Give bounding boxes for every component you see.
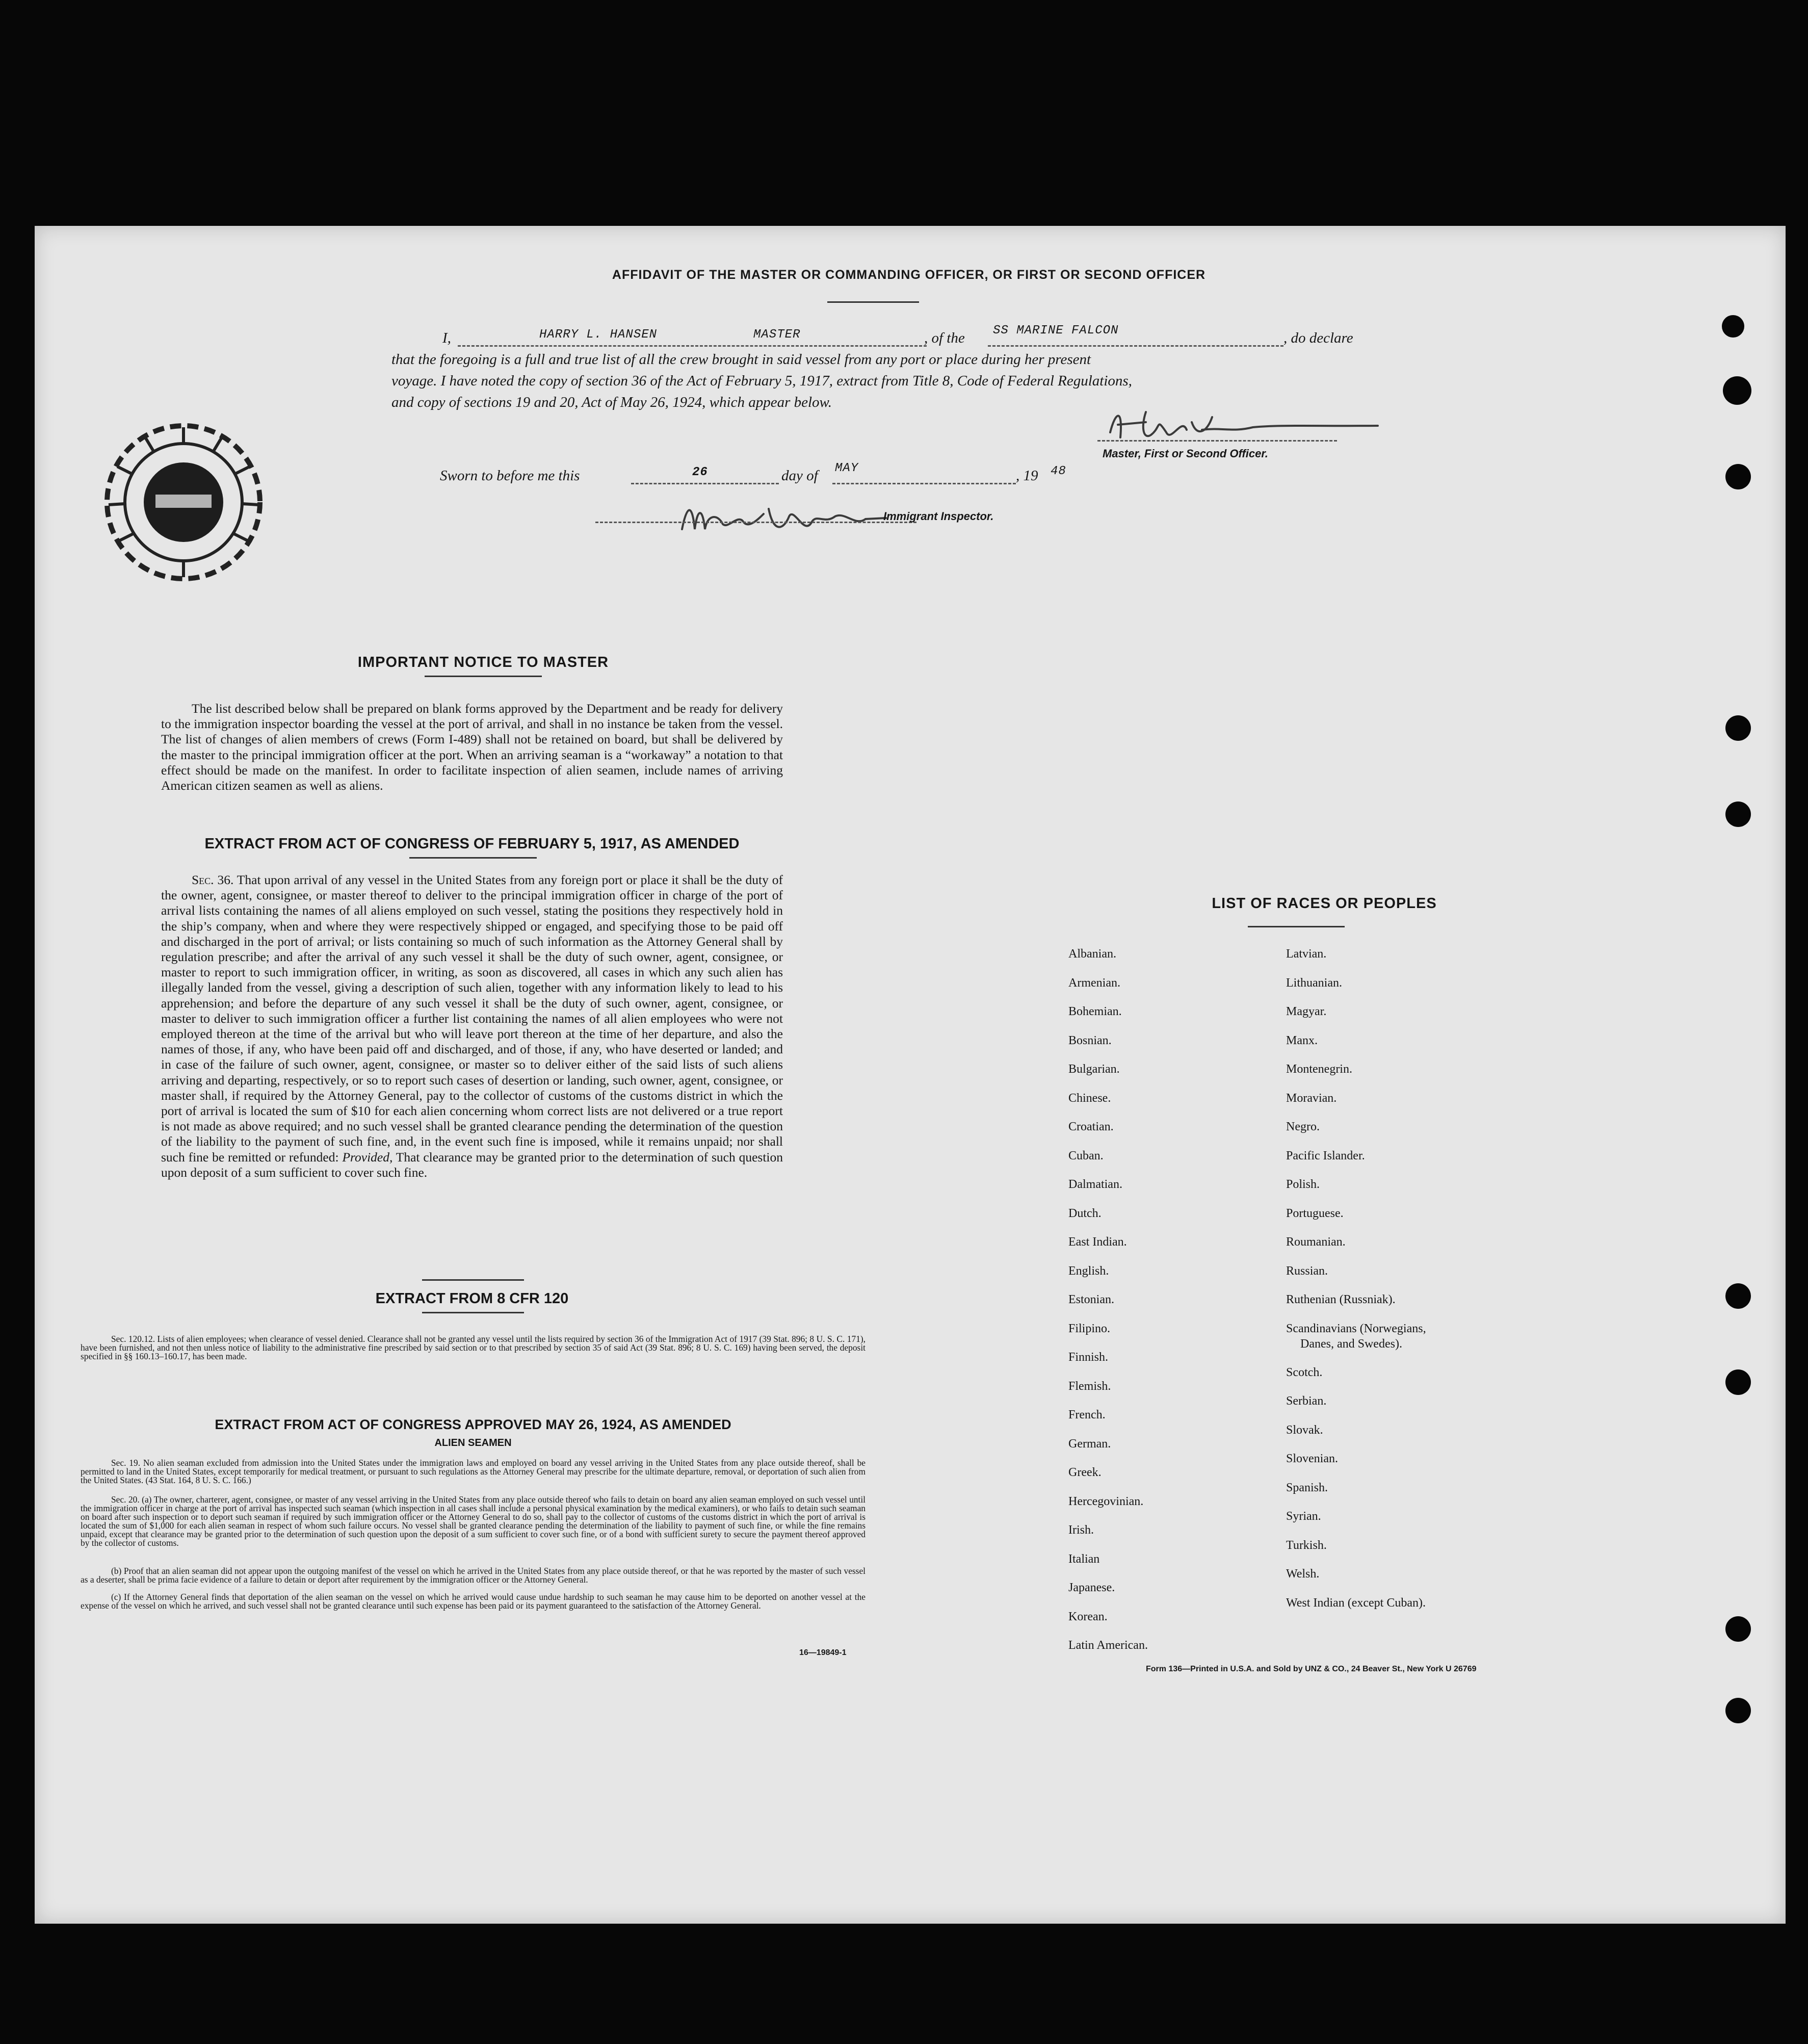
- sec-36-text: That upon arrival of any vessel in the United States from any foreign port or place it shall be the duty of the owner, agent, consignee, or master thereof to deliver to the principal immigration officer in charge of the port of arrival lists containing the names of all aliens employed on such vessel, stating the positions they respectively hold in the ship’s company, when and where they were respectively shipped or engaged, and specifying those to be paid off and discharged in the port of arrival; or lists containing so much of such information as the Attorney General shall by regulation prescribe; and after the arrival of any such vessel it shall be the duty of such owner, agent, consignee, or master to report to such immigration officer, in writing, as soon as discovered, all cases in which any such alien has illegally landed from the vessel, giving a description of such alien, together with any information likely to lead to his apprehension; and before the departure of any such vessel it shall be the duty of such owner, agent, consignee, or master to deliver to such immigration officer a further list containing the names of all alien employees who were not employed thereon at the time of the arrival but who will leave port thereon at the time of her departure, and also the names of those, if any, who have been paid off and discharged, and of those, if any, who have deserted or landed; and in case of the failure of such owner, agent, consignee, or master so to deliver either of the said lists of such aliens arriving and departing, respectively, or so to report such cases of desertion or landing, such owner, agent, consignee, or master shall, if required by the Attorney General, pay to the collector of customs of the customs district in which the port of arrival is located the sum of $10 for each alien concerning whom correct lists are not delivered or a true report is not made as above required; and no such vessel shall be granted clearance pending the determination of the question of the liability to the payment of such fine, and, in the event such fine is imposed, while it remains unpaid; nor shall such fine be remitted or refunded:: [161, 872, 783, 1165]
- race-item: Japanese.: [1068, 1581, 1115, 1594]
- inspector-title: Immigrant Inspector.: [883, 510, 994, 523]
- races-title-rule: [1248, 926, 1345, 927]
- binder-hole: [1725, 1369, 1751, 1395]
- binder-hole: [1723, 376, 1751, 405]
- race-item: West Indian (except Cuban).: [1286, 1596, 1426, 1610]
- binder-hole: [1725, 464, 1751, 489]
- notice-body: The list described below shall be prepared on blank forms approved by the Department and be ready for delivery to the immigration inspector boarding the vessel at the port of arrival, and shall in no instance be taken from the vessel. The list of changes of alien members of crews (Form I-489) shall not be retained on board, but shall be delivered by the master to the principal immigration officer at the port. When an arriving seaman is a “workaway” a notation to that effect should be made on the manifest. In order to facilitate inspection of alien seamen, include names of arriving American citizen seamen as well as aliens.: [161, 701, 783, 793]
- sworn-line: [440, 461, 1103, 486]
- race-item: Finnish.: [1068, 1351, 1109, 1364]
- sec-20c-text: (c) If the Attorney General finds that deportation of the alien seaman on the vessel on which he arrived would cause undue hardship to such seaman he may cause him to be deported on another vessel at the expense of the vessel on which he arrived, and such vessel shall not be granted clearance until such expense has been paid or its payment guaranteed to the satisfaction of the Attorney General.: [81, 1592, 866, 1611]
- race-item: Dalmatian.: [1068, 1178, 1122, 1191]
- sworn-label: Sworn to before me this: [440, 468, 580, 484]
- race-item: Filipino.: [1068, 1322, 1111, 1335]
- sec-36-label: Sec. 36.: [192, 872, 234, 887]
- binder-hole: [1725, 715, 1751, 741]
- race-item: Scandinavians (Norwegians,: [1286, 1322, 1426, 1335]
- race-item: Negro.: [1286, 1120, 1320, 1133]
- master-signature-title: Master, First or Second Officer.: [1103, 447, 1268, 460]
- race-item: Latin American.: [1068, 1639, 1148, 1652]
- races-left-column: [1068, 940, 1148, 1660]
- race-item: Turkish.: [1286, 1538, 1327, 1552]
- race-item: Moravian.: [1286, 1091, 1337, 1105]
- affidavit-line3: voyage. I have noted the copy of section 36 of the Act of February 5, 1917, extract from Title 8, Code of Federal Regulations,: [391, 373, 1132, 389]
- race-item: Syrian.: [1286, 1510, 1321, 1523]
- race-item: Estonian.: [1068, 1293, 1114, 1306]
- form-printer-line: Form 136—Printed in U.S.A. and Sold by UNZ & CO., 24 Beaver St., New York U 26769: [1146, 1665, 1477, 1673]
- cfr-body: Sec. 120.12. Lists of alien employees; when clearance of vessel denied. Clearance shall not be granted any vessel until the lists required by section 36 of the Immigration Act of 1917 (39 Stat. 896; 8 U. S. C. 171), have been furnished, and not then unless notice of liability to the administrative fine prescribed by said section or to that prescribed by section 35 of said Act (39 Stat. 896; 8 U. S. C. 169) having been served, the deposit specified in §§ 160.13–160.17, has been made.: [81, 1334, 866, 1361]
- title-rule: [827, 301, 919, 303]
- cfr-rule: [422, 1312, 524, 1313]
- extract-1917-body: [161, 872, 783, 1180]
- race-item: Latvian.: [1286, 947, 1327, 961]
- race-item: Magyar.: [1286, 1005, 1327, 1018]
- month-blank: [832, 465, 1016, 484]
- binder-hole: [1725, 1283, 1751, 1309]
- race-item: Greek.: [1068, 1466, 1102, 1479]
- races-right-column: [1286, 940, 1426, 1617]
- binder-hole: [1722, 315, 1744, 338]
- race-item: Welsh.: [1286, 1567, 1320, 1581]
- race-item: Roumanian.: [1286, 1235, 1346, 1249]
- race-item: Portuguese.: [1286, 1206, 1344, 1220]
- document-sheet: [35, 226, 1786, 1924]
- race-item: Polish.: [1286, 1178, 1320, 1191]
- i-label: I,: [442, 330, 451, 346]
- name-blank: [458, 328, 927, 347]
- affidavit-line4: and copy of sections 19 and 20, Act of May 26, 1924, which appear below.: [391, 394, 832, 410]
- race-item: Slovak.: [1286, 1423, 1323, 1437]
- race-item: East Indian.: [1068, 1235, 1127, 1249]
- sec-20b-text: (b) Proof that an alien seaman did not appear upon the outgoing manifest of the vessel on which he arrived in the United States from any place outside thereof, or that he was reported by the master of such vessel as a deserter, shall be prima facie evidence of a failure to detain or deport after requirement by the immigration officer or the Attorney General.: [81, 1566, 866, 1585]
- race-item: Bohemian.: [1068, 1005, 1122, 1018]
- race-item: Manx.: [1286, 1033, 1318, 1047]
- race-item: Korean.: [1068, 1610, 1108, 1623]
- notice-title: IMPORTANT NOTICE TO MASTER: [357, 654, 609, 670]
- do-declare-label: , do declare: [1283, 330, 1353, 346]
- affidavit-line1: [442, 324, 1401, 348]
- notice-title-rule: [425, 676, 542, 677]
- extract-1917-title: EXTRACT FROM ACT OF CONGRESS OF FEBRUARY 5, 1917, AS AMENDED: [204, 836, 740, 852]
- binder-hole: [1725, 1698, 1751, 1723]
- race-item: Armenian.: [1068, 976, 1120, 990]
- year-prefix: , 19: [1016, 468, 1038, 484]
- cfr-title: EXTRACT FROM 8 CFR 120: [375, 1290, 569, 1307]
- race-item: Bulgarian.: [1068, 1063, 1120, 1076]
- race-item: German.: [1068, 1437, 1111, 1451]
- sec-36-text-end: That clearance may be granted prior to the determination of such question upon deposit of a sum sufficient to cover such fine.: [161, 1149, 783, 1180]
- master-name: HARRY L. HANSEN: [539, 328, 658, 342]
- form-code: 16—19849-1: [799, 1648, 847, 1657]
- extract-1917-rule: [409, 857, 537, 859]
- race-item: Italian: [1068, 1552, 1100, 1566]
- sec-19-text: Sec. 19. No alien seaman excluded from admission into the United States under the immigration laws and employed on board any vessel arriving in the United States from any place outside thereof, shall be permitted to land in the United States, except temporarily for medical treatment, or pursuant to such regulations as the Attorney General may prescribe for the ultimate departure, removal, or deportation of such alien from the United States. (43 Stat. 164, 8 U. S. C. 166.): [81, 1458, 866, 1485]
- vessel-name: SS MARINE FALCON: [993, 324, 1119, 338]
- race-item: Spanish.: [1286, 1481, 1328, 1494]
- day-of-label: day of: [781, 468, 818, 484]
- race-item: Dutch.: [1068, 1206, 1102, 1220]
- race-item: Bosnian.: [1068, 1033, 1112, 1047]
- race-item: Slovenian.: [1286, 1452, 1338, 1465]
- sec-20a-text: Sec. 20. (a) The owner, charterer, agent, consignee, or master of any vessel arriving in the United States from any place outside thereof who fails to detain on board any alien seaman employed on such vessel until the immigration officer in charge at the port of arrival has inspected such seaman (which inspection in all cases shall include a personal physical examination by the medical examiners), or who fails to detain such seaman on board after such inspection or to deport such seaman if required by such immigration officer or the Attorney General to do so, shall pay to the collector of customs of the customs district in which the port of arrival is located the sum of $1,000 for each alien seaman in respect of whom such failure occurs. No vessel shall be granted clearance pending the determination of the liability to payment of such fine, or while the fine remains unpaid, except that clearance may be granted prior to the determination of such question upon the deposit of a sum sufficient to cover such fine, or of a bond with sufficient surety to secure the payment thereof approved by the collector of customs.: [81, 1494, 866, 1548]
- race-item: Flemish.: [1068, 1379, 1111, 1393]
- race-item: Cuban.: [1068, 1149, 1104, 1162]
- provided-label: Provided,: [342, 1149, 393, 1165]
- affidavit-line2: that the foregoing is a full and true list of all the crew brought in said vessel from any port or place during her present: [391, 351, 1091, 368]
- of-the-label: , of the: [924, 330, 965, 346]
- binder-hole: [1725, 1616, 1751, 1642]
- immigration-stamp: [99, 418, 268, 586]
- race-item: Lithuanian.: [1286, 976, 1342, 990]
- race-item: Danes, and Swedes).: [1300, 1337, 1402, 1351]
- race-item: French.: [1068, 1408, 1106, 1421]
- race-item: Ruthenian (Russniak).: [1286, 1293, 1396, 1306]
- master-rank: MASTER: [753, 328, 801, 342]
- race-item: Hercegovinian.: [1068, 1494, 1144, 1508]
- race-item: Albanian.: [1068, 947, 1116, 961]
- races-title: LIST OF RACES OR PEOPLES: [1212, 895, 1437, 912]
- race-item: Scotch.: [1286, 1365, 1323, 1379]
- race-item: Chinese.: [1068, 1091, 1111, 1105]
- sworn-day: 26: [692, 465, 708, 479]
- master-signature-line: [1097, 439, 1337, 442]
- race-item: Croatian.: [1068, 1120, 1114, 1133]
- race-item: Pacific Islander.: [1286, 1149, 1365, 1162]
- race-item: Montenegrin.: [1286, 1063, 1352, 1076]
- race-item: Serbian.: [1286, 1394, 1327, 1408]
- sworn-year: 48: [1051, 464, 1066, 478]
- race-item: English.: [1068, 1264, 1109, 1278]
- extract-1924-subtitle: ALIEN SEAMEN: [434, 1437, 512, 1448]
- affidavit-title: AFFIDAVIT OF THE MASTER OR COMMANDING OFFICER, OR FIRST OR SECOND OFFICER: [612, 268, 1206, 282]
- extract-1924-title: EXTRACT FROM ACT OF CONGRESS APPROVED MAY 26, 1924, AS AMENDED: [215, 1417, 731, 1432]
- race-item: Irish.: [1068, 1523, 1094, 1537]
- cfr-top-rule: [422, 1279, 524, 1281]
- inspector-signature-line: [595, 521, 916, 523]
- race-item: Russian.: [1286, 1264, 1328, 1278]
- sworn-month: MAY: [835, 461, 859, 475]
- binder-hole: [1725, 801, 1751, 827]
